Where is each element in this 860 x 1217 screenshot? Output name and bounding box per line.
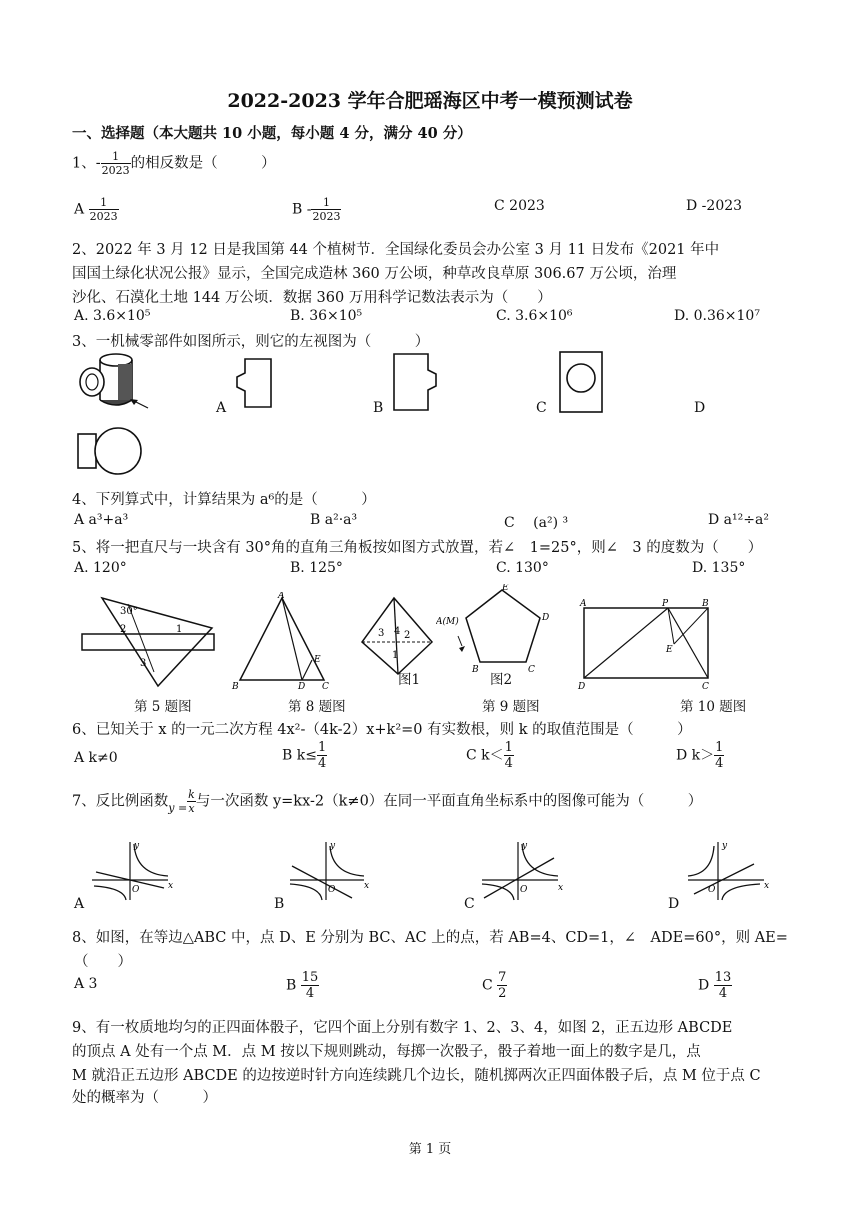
f8-label-d: D bbox=[298, 682, 306, 692]
figure-pentagon bbox=[436, 584, 560, 676]
q7-a-axis-y: y bbox=[134, 841, 140, 851]
q4-option-d: D a¹²÷a² bbox=[708, 512, 769, 528]
q6-d-frac bbox=[714, 740, 724, 771]
q1-option-b-label: B - bbox=[292, 201, 312, 218]
q8-line-1: 8、如图，在等边△ABC 中，点 D、E 分别为 BC、AC 上的点，若 AB=4、CD=1，∠ ADE=60°，则 AE= bbox=[72, 930, 788, 946]
rect-label-c: C bbox=[702, 682, 709, 692]
q3-stem: 3、一机械零部件如图所示，则它的左视图为（ ） bbox=[72, 334, 430, 350]
q2-option-d: D. 0.36×10⁷ bbox=[674, 308, 760, 324]
question-7 bbox=[72, 788, 702, 815]
q5-option-c: C. 130° bbox=[496, 560, 549, 576]
tetra-face-3: 3 bbox=[378, 628, 385, 639]
pent-label-b: B bbox=[472, 665, 479, 675]
q6-option-c bbox=[466, 740, 514, 771]
q9-line-2: 的顶点 A 处有一个点 M．点 M 按以下规则跳动，每掷一次骰子，骰子着地一面上的数字是几，点 bbox=[72, 1044, 701, 1060]
q3-option-b-figure bbox=[392, 352, 440, 412]
q9-line-3: M 就沿正五边形 ABCDE 的边按逆时针方向连续跳几个边长，随机掷两次正四面体骰子后，点 M 位于点 C bbox=[72, 1068, 761, 1084]
q8-option-d bbox=[698, 970, 732, 1001]
q4-option-c: C (a²) ³ bbox=[504, 515, 569, 531]
rect-label-e: E bbox=[666, 645, 673, 655]
q4-option-b: B a²·a³ bbox=[310, 512, 358, 528]
q6-d-prefix: D k＞ bbox=[676, 747, 715, 764]
q7-stem-pre: 7、反比例函数 bbox=[72, 793, 169, 810]
f5-angle-1: 1 bbox=[176, 624, 183, 635]
q3-part-figure bbox=[72, 350, 162, 420]
q8-b-den: 4 bbox=[305, 986, 315, 1001]
q6-c-den: 4 bbox=[504, 756, 513, 771]
figure-q8 bbox=[230, 592, 334, 692]
q1-option-b bbox=[292, 196, 341, 223]
figure-q10 bbox=[574, 596, 722, 692]
q6-b-frac bbox=[317, 740, 327, 771]
q1-option-a-frac bbox=[89, 196, 119, 223]
q2-option-a: A. 3.6×10⁵ bbox=[74, 308, 151, 324]
f8-label-c: C bbox=[322, 682, 329, 692]
rect-label-d: D bbox=[578, 682, 586, 692]
q2-line-3: 沙化、石漠化土地 144 万公顷．数据 360 万用科学记数法表示为（ ） bbox=[72, 290, 552, 306]
q8-c-num: 7 bbox=[498, 970, 507, 985]
caption-q8: 第 8 题图 bbox=[288, 699, 346, 715]
q3-option-d-figure bbox=[76, 426, 146, 476]
q2-line-2: 国国土绿化状况公报》显示，全国完成造林 360 万公顷，种草改良草原 306.67 万公顷，治理 bbox=[72, 266, 677, 282]
q8-d-num: 13 bbox=[714, 970, 732, 985]
q4-option-a: A a³+a³ bbox=[74, 512, 129, 528]
f8-label-e: E bbox=[314, 655, 321, 665]
q7-d-axis-y: y bbox=[722, 841, 728, 851]
q3-option-d: D bbox=[694, 400, 706, 416]
q7-option-a: A bbox=[74, 896, 85, 912]
tetra-face-4: 4 bbox=[394, 626, 401, 637]
q1-frac-num: 1 bbox=[101, 150, 131, 164]
q5-stem: 5、将一把直尺与一块含有 30°角的直角三角板按如图方式放置，若∠ 1=25°，则∠ 3 的度数为（ ） bbox=[72, 540, 763, 556]
q5-option-d: D. 135° bbox=[692, 560, 746, 576]
q1-option-c: C 2023 bbox=[494, 198, 545, 214]
q7-option-b: B bbox=[274, 896, 285, 912]
q8-option-c bbox=[482, 970, 507, 1001]
f5-angle-3: 3 bbox=[140, 658, 147, 669]
q3-option-b: B bbox=[373, 400, 384, 416]
f8-label-a: A bbox=[278, 592, 285, 601]
q6-c-num: 1 bbox=[504, 740, 513, 755]
q9-line-1: 9、有一枚质地均匀的正四面体骰子，它四个面上分别有数字 1、2、3、4，如图 2，正五边形 ABCDE bbox=[72, 1020, 733, 1036]
q6-b-num: 1 bbox=[317, 740, 327, 755]
rect-label-p: P bbox=[662, 599, 669, 609]
q8-line-2: （ ） bbox=[74, 954, 132, 970]
pent-label-d: D bbox=[542, 613, 550, 623]
q1-b-num: 1 bbox=[311, 196, 341, 210]
q8-option-a: A 3 bbox=[74, 976, 98, 992]
q2-option-b: B. 36×10⁵ bbox=[290, 308, 363, 324]
q7-a-origin: O bbox=[132, 885, 140, 895]
pent-label-am: A(M) bbox=[436, 617, 459, 627]
q7-b-axis-y: y bbox=[330, 841, 336, 851]
q8-option-b bbox=[286, 970, 319, 1001]
q7-d-origin: O bbox=[708, 885, 716, 895]
q8-c-label: C bbox=[482, 977, 493, 994]
q3-option-c: C bbox=[536, 400, 547, 416]
q7-option-c: C bbox=[464, 896, 475, 912]
q7-frac-den: x bbox=[188, 802, 195, 815]
caption-fig1: 图1 bbox=[398, 672, 421, 688]
pent-label-e: E bbox=[502, 584, 509, 593]
tetra-face-1: 1 bbox=[392, 650, 399, 661]
q7-b-origin: O bbox=[328, 885, 336, 895]
q7-graph-b bbox=[286, 838, 374, 902]
q5-option-b: B. 125° bbox=[290, 560, 343, 576]
question-1 bbox=[72, 150, 276, 177]
q7-graph-d bbox=[684, 838, 772, 902]
q3-option-c-figure bbox=[558, 350, 604, 414]
q7-graph-c bbox=[478, 838, 566, 902]
q1-option-a-label: A bbox=[74, 201, 85, 218]
q7-option-d: D bbox=[668, 896, 680, 912]
page-title: 2022-2023 学年合肥瑶海区中考一模预测试卷 bbox=[227, 90, 633, 112]
page-number: 第 1 页 bbox=[408, 1142, 452, 1157]
caption-q5: 第 5 题图 bbox=[134, 699, 192, 715]
f5-angle-30: 30° bbox=[120, 606, 138, 617]
q1-option-a bbox=[74, 196, 119, 223]
tetra-face-2: 2 bbox=[404, 630, 411, 641]
q8-d-den: 4 bbox=[718, 986, 728, 1001]
q6-c-prefix: C k＜ bbox=[466, 747, 504, 764]
q7-graph-a bbox=[88, 838, 176, 902]
q8-b-num: 15 bbox=[301, 970, 319, 985]
q8-b-label: B bbox=[286, 977, 297, 994]
q6-d-num: 1 bbox=[715, 740, 724, 755]
section-heading: 一、选择题（本大题共 10 小题，每小题 4 分，满分 40 分） bbox=[72, 125, 472, 142]
q7-b-axis-x: x bbox=[364, 881, 370, 891]
q1-option-b-frac bbox=[311, 196, 341, 223]
q8-d-frac bbox=[714, 970, 733, 1001]
q7-c-axis-y: y bbox=[522, 841, 528, 851]
q7-c-origin: O bbox=[520, 885, 528, 895]
q1-option-d: D -2023 bbox=[686, 198, 743, 214]
q7-a-axis-x: x bbox=[168, 881, 174, 891]
q7-stem-post: 与一次函数 y=kx-2（k≠0）在同一平面直角坐标系中的图像可能为（ ） bbox=[195, 793, 703, 810]
q8-c-frac bbox=[497, 970, 507, 1001]
f8-label-b: B bbox=[232, 682, 239, 692]
q6-option-a: A k≠0 bbox=[74, 750, 118, 766]
q7-y-eq: y = bbox=[168, 801, 188, 815]
q6-b-den: 4 bbox=[317, 756, 327, 771]
q1-a-num: 1 bbox=[89, 196, 119, 210]
q7-d-axis-x: x bbox=[764, 881, 770, 891]
q1-fraction bbox=[101, 150, 131, 177]
q8-d-label: D bbox=[698, 977, 710, 994]
q6-stem: 6、已知关于 x 的一元二次方程 4x²-（4k-2）x+k²=0 有实数根，则 k 的取值范围是（ ） bbox=[72, 722, 692, 738]
q2-line-1: 2、2022 年 3 月 12 日是我国第 44 个植树节．全国绿化委员会办公室 3 月 11 日发布《2021 年中 bbox=[72, 242, 720, 258]
q5-option-a: A. 120° bbox=[74, 560, 127, 576]
caption-q10: 第 10 题图 bbox=[680, 699, 747, 715]
q1-stem-post: 的相反数是（ ） bbox=[130, 155, 276, 172]
pent-label-c: C bbox=[528, 665, 535, 675]
q1-a-den: 2023 bbox=[89, 210, 118, 223]
q2-option-c: C. 3.6×10⁶ bbox=[496, 308, 573, 324]
q7-frac-num: k bbox=[188, 788, 195, 801]
q6-c-frac bbox=[504, 740, 514, 771]
q6-option-b bbox=[282, 740, 327, 771]
q1-stem-pre: 1、- bbox=[72, 155, 101, 172]
q1-b-den: 2023 bbox=[312, 210, 341, 223]
q8-b-frac bbox=[301, 970, 320, 1001]
q7-frac bbox=[187, 788, 196, 815]
f5-angle-2: 2 bbox=[120, 624, 127, 635]
q1-frac-den: 2023 bbox=[101, 164, 130, 177]
q4-stem: 4、下列算式中，计算结果为 a⁶的是（ ） bbox=[72, 492, 376, 508]
rect-label-a: A bbox=[580, 599, 587, 609]
q6-option-d bbox=[676, 740, 724, 771]
caption-q9: 第 9 题图 bbox=[482, 699, 540, 715]
q7-c-axis-x: x bbox=[558, 883, 564, 893]
q3-option-a-figure bbox=[235, 357, 275, 409]
q9-line-4: 处的概率为（ ） bbox=[72, 1090, 217, 1106]
q6-d-den: 4 bbox=[715, 756, 724, 771]
caption-fig2: 图2 bbox=[490, 672, 513, 688]
figure-q5 bbox=[78, 592, 218, 692]
q3-option-a: A bbox=[216, 400, 227, 416]
rect-label-b: B bbox=[702, 599, 709, 609]
q8-c-den: 2 bbox=[498, 986, 507, 1001]
q6-b-prefix: B k≤ bbox=[282, 747, 317, 764]
